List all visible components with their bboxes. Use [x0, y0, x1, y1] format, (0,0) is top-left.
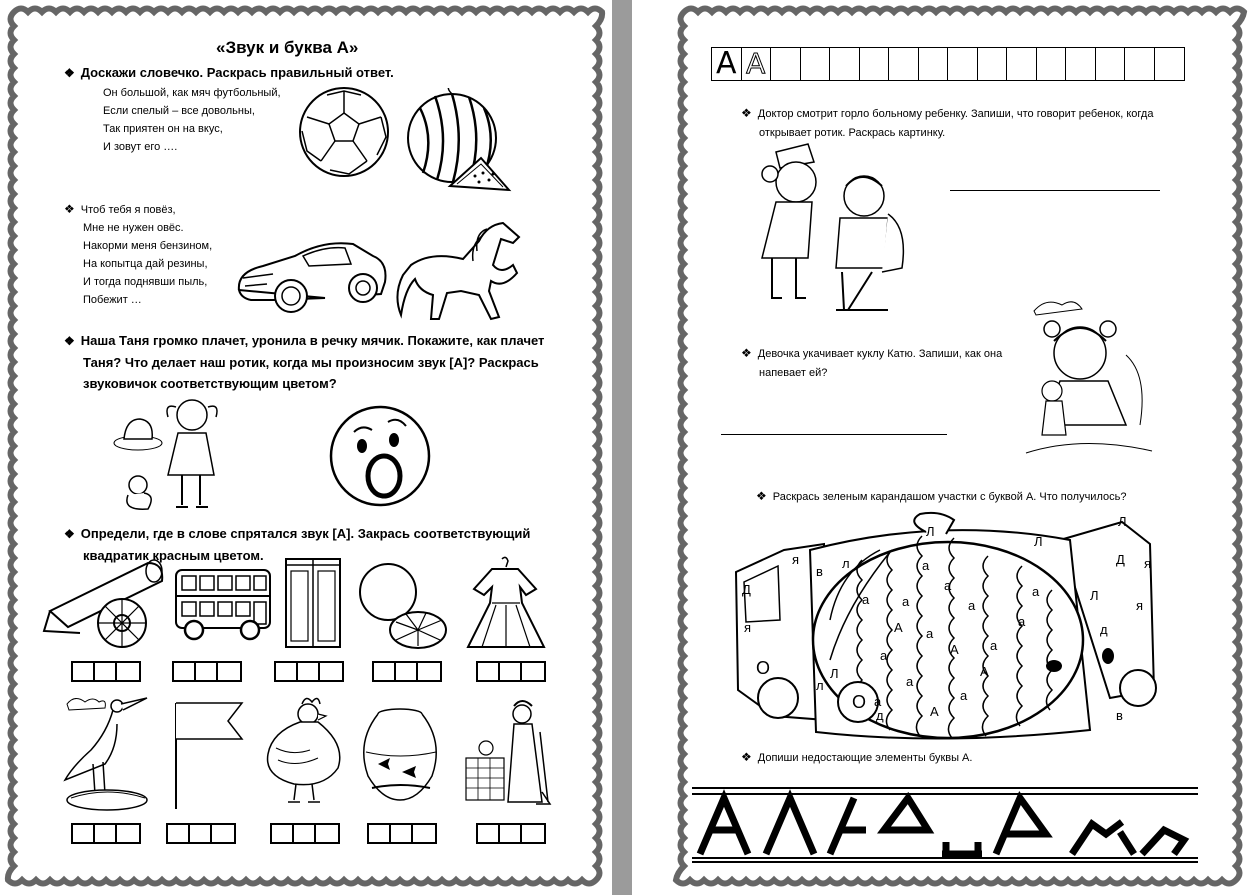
sound-face-picture[interactable] — [316, 404, 444, 508]
poem-line: И зовут его …. — [103, 141, 178, 153]
poem-line: Если спелый – все довольны, — [103, 105, 255, 117]
puzzle-letter: я — [792, 552, 800, 567]
task2-line: звуковичок соответствующим цветом? — [83, 376, 337, 391]
puzzle-letter: я — [1144, 556, 1152, 571]
letter-cell-empty[interactable] — [1066, 48, 1096, 80]
sound-box[interactable] — [418, 663, 440, 680]
puzzle-letter: Л — [1090, 588, 1099, 603]
task2-line: Наша Таня громко плачет, уронила в речку мячик. Покажите, как плачет — [80, 333, 545, 348]
bus-picture — [170, 560, 275, 645]
puzzle-letter: а — [922, 558, 930, 573]
sound-box[interactable] — [117, 663, 139, 680]
task7-text: Допиши недостающие элементы буквы А. — [757, 752, 973, 764]
puzzle-letter: О — [852, 692, 867, 712]
letter-cell-empty[interactable] — [978, 48, 1008, 80]
soccer-ball-picture[interactable] — [297, 85, 392, 180]
sound-boxes-wardrobe[interactable] — [274, 661, 344, 682]
car-picture[interactable] — [233, 230, 393, 315]
task2-instruction — [64, 330, 544, 394]
puzzle-letter: а — [990, 638, 998, 653]
sound-box[interactable] — [174, 663, 196, 680]
sound-boxes-hen[interactable] — [270, 823, 340, 844]
puzzle-letter: а — [906, 674, 914, 689]
sound-box[interactable] — [522, 663, 544, 680]
bullet-icon: ❖ — [741, 346, 752, 360]
puzzle-letter: а — [926, 626, 934, 641]
crying-girl-picture — [110, 395, 230, 520]
puzzle-letter: О — [756, 658, 771, 678]
puzzle-letter: Л — [1118, 514, 1127, 529]
sound-boxes-aquarium[interactable] — [367, 823, 437, 844]
puzzle-letter: Д — [742, 582, 751, 597]
answer-line-doctor[interactable] — [950, 190, 1160, 191]
puzzle-letter: в — [1116, 708, 1123, 723]
answer-line-song[interactable] — [721, 434, 947, 435]
bullet-icon: ❖ — [64, 66, 75, 80]
horse-picture[interactable] — [391, 215, 526, 330]
letter-a-completion-exercise[interactable] — [690, 782, 1200, 864]
puzzle-letter: я — [1136, 598, 1144, 613]
bullet-icon: ❖ — [741, 750, 752, 764]
sound-box[interactable] — [196, 663, 218, 680]
puzzle-letter: а — [862, 592, 870, 607]
task3-line: Определи, где в слове спрятался звук [А]. Закрась соответствующий — [80, 526, 531, 541]
puzzle-letter: а — [944, 578, 952, 593]
task2-line: Таня? Что делает наш ротик, когда мы произносим звук [А]? Раскрась — [83, 355, 539, 370]
watermelon-picture[interactable] — [405, 88, 515, 206]
bullet-icon: ❖ — [756, 489, 767, 503]
letter-cell-sample: А — [712, 48, 742, 80]
letter-cell-empty[interactable] — [919, 48, 949, 80]
worksheet-title: «Звук и буква А» — [216, 38, 359, 57]
puzzle-letter: а — [960, 688, 968, 703]
sound-boxes-cinderella[interactable] — [476, 823, 546, 844]
sound-box[interactable] — [95, 663, 117, 680]
letter-cell-empty[interactable] — [889, 48, 919, 80]
sound-box[interactable] — [73, 825, 95, 842]
sound-box[interactable] — [320, 663, 342, 680]
puzzle-letter: Л — [830, 666, 839, 681]
letter-cell-empty[interactable] — [801, 48, 831, 80]
riddle-watermelon — [103, 84, 281, 156]
poem-line: Побежит … — [83, 294, 142, 306]
task5-instruction — [741, 344, 1002, 383]
bullet-icon: ❖ — [741, 106, 752, 120]
letter-cell-dotted[interactable]: А — [742, 48, 772, 80]
poem-line: Мне не нужен овёс. — [83, 222, 184, 234]
sound-box[interactable] — [298, 663, 320, 680]
letter-cell-empty[interactable] — [1125, 48, 1155, 80]
task1-instruction — [64, 62, 394, 84]
cinderella-picture — [462, 692, 552, 810]
sound-box[interactable] — [294, 825, 316, 842]
letter-cell-empty[interactable] — [1037, 48, 1067, 80]
letter-tracing-row — [711, 47, 1185, 81]
hen-picture — [262, 692, 352, 807]
puzzle-letter: А — [950, 642, 959, 657]
task4-line: открывает ротик. Раскрась картинку. — [759, 127, 946, 139]
puzzle-letter: а — [902, 594, 910, 609]
page-gap — [612, 0, 632, 895]
worksheet-page-left — [0, 0, 612, 895]
puzzle-letter: Л — [926, 524, 935, 539]
puzzle-letter: а — [1018, 614, 1026, 629]
letter-cell-empty[interactable] — [1007, 48, 1037, 80]
sound-box[interactable] — [478, 663, 500, 680]
poem-line: И тогда поднявши пыль, — [83, 276, 208, 288]
puzzle-letter: Л — [1034, 534, 1043, 549]
puzzle-letter: а — [880, 648, 888, 663]
aquarium-picture — [358, 702, 443, 807]
poem-line: Так приятен он на вкус, — [103, 123, 223, 135]
bullet-icon: ❖ — [64, 202, 75, 216]
sound-box[interactable] — [500, 663, 522, 680]
letter-cell-empty[interactable] — [771, 48, 801, 80]
sound-box[interactable] — [276, 663, 298, 680]
letter-cell-empty[interactable] — [948, 48, 978, 80]
letter-cell-empty[interactable] — [830, 48, 860, 80]
sound-box[interactable] — [369, 825, 391, 842]
sound-box[interactable] — [478, 825, 500, 842]
puzzle-letter: л — [816, 678, 824, 693]
puzzle-letter: я — [744, 620, 752, 635]
riddle-car — [64, 200, 212, 309]
letter-cell-empty[interactable] — [1096, 48, 1126, 80]
sound-box[interactable] — [117, 825, 139, 842]
poem-line: Он большой, как мяч футбольный, — [103, 87, 281, 99]
puzzle-letter: а — [968, 598, 976, 613]
sound-boxes-bus[interactable] — [172, 661, 242, 682]
sound-box[interactable] — [212, 825, 234, 842]
task3-line: квадратик красным цветом. — [83, 548, 264, 563]
bullet-icon: ❖ — [64, 527, 75, 541]
puzzle-letter: А — [980, 664, 989, 679]
puzzle-letter: д — [1100, 622, 1108, 637]
task5-line: Девочка укачивает куклу Катю. Запиши, как она — [757, 348, 1003, 360]
sound-box[interactable] — [413, 825, 435, 842]
sound-box[interactable] — [316, 825, 338, 842]
poem-line: Чтоб тебя я повёз, — [80, 204, 176, 216]
sound-box[interactable] — [396, 663, 418, 680]
task6-instruction — [756, 487, 1126, 507]
puzzle-letter: А — [930, 704, 939, 719]
sound-box[interactable] — [500, 825, 522, 842]
puzzle-letter: А — [894, 620, 903, 635]
puzzle-letter: а — [874, 694, 882, 709]
puzzle-letter: л — [842, 556, 850, 571]
puzzle-letter: в — [816, 564, 823, 579]
sound-box[interactable] — [391, 825, 413, 842]
task7-instruction — [741, 748, 972, 768]
girl-with-doll-picture — [1022, 295, 1162, 465]
sound-boxes-dress[interactable] — [476, 661, 546, 682]
cannon-picture — [40, 555, 165, 655]
bullet-icon: ❖ — [64, 334, 75, 348]
sound-box[interactable] — [218, 663, 240, 680]
puzzle-letter: Д — [1116, 552, 1125, 567]
task4-line: Доктор смотрит горло больному ребенку. Запиши, что говорит ребенок, когда — [757, 108, 1154, 120]
orange-picture — [356, 560, 451, 655]
sound-boxes-orange[interactable] — [372, 661, 442, 682]
sound-box[interactable] — [168, 825, 190, 842]
poem-line: На копытца дай резины, — [83, 258, 208, 270]
hidden-picture-puzzle[interactable] — [730, 510, 1190, 750]
poem-line: Накорми меня бензином, — [83, 240, 213, 252]
sound-box[interactable] — [374, 663, 396, 680]
stork-picture — [55, 692, 160, 817]
sound-box[interactable] — [522, 825, 544, 842]
sound-box[interactable] — [73, 663, 95, 680]
wardrobe-picture — [282, 553, 344, 653]
task6-text: Раскрась зеленым карандашом участки с буквой А. Что получилось? — [772, 491, 1127, 503]
sound-boxes-stork[interactable] — [71, 823, 141, 844]
flag-picture — [170, 697, 250, 812]
letter-cell-empty[interactable] — [860, 48, 890, 80]
task5-line: напевает ей? — [759, 367, 828, 379]
sound-boxes-cannon[interactable] — [71, 661, 141, 682]
puzzle-letter: д — [876, 708, 884, 723]
sound-box[interactable] — [95, 825, 117, 842]
letter-cell-empty[interactable] — [1155, 48, 1185, 80]
sound-box[interactable] — [190, 825, 212, 842]
doctor-child-picture — [752, 138, 912, 318]
task1-text: Доскажи словечко. Раскрась правильный ответ. — [80, 65, 394, 80]
sound-boxes-flag[interactable] — [166, 823, 236, 844]
dress-picture — [462, 555, 550, 655]
sound-box[interactable] — [272, 825, 294, 842]
puzzle-letter: а — [1032, 584, 1040, 599]
